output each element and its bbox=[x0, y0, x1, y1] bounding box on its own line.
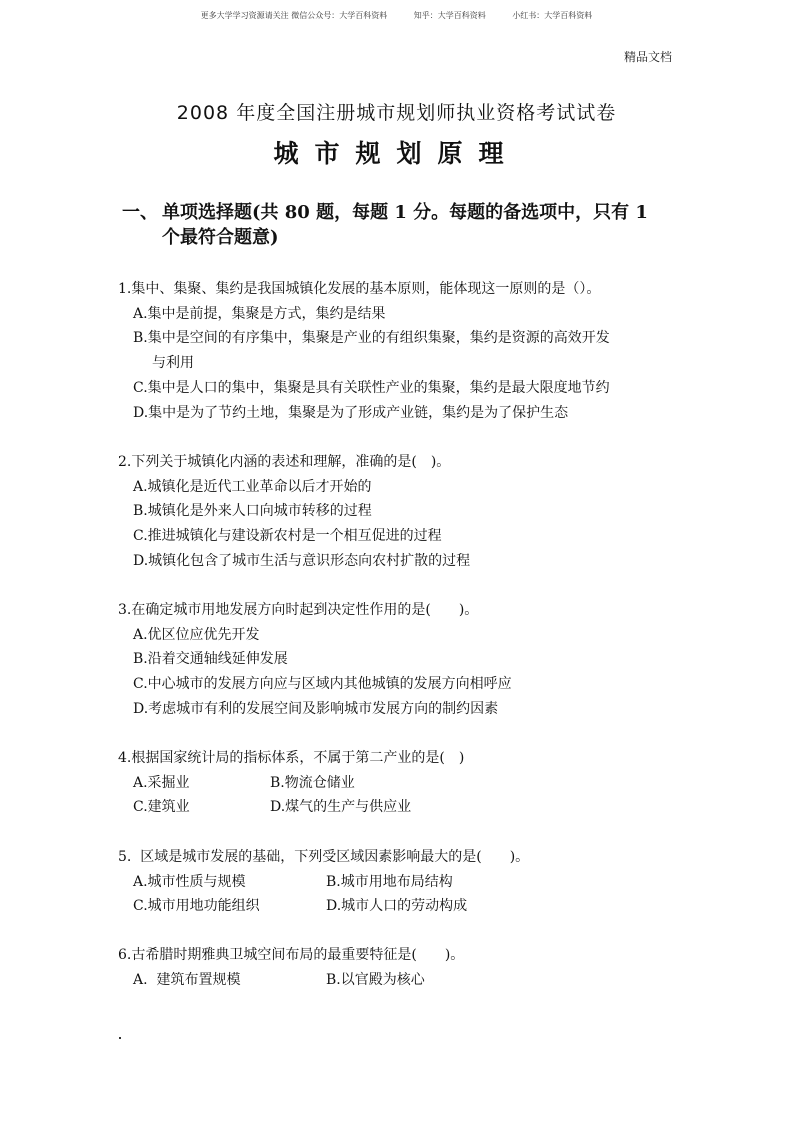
question-4 bbox=[118, 746, 688, 820]
section-number: 一、 bbox=[122, 202, 158, 223]
page-header-banner bbox=[0, 10, 793, 21]
option-b: B.城镇化是外来人口向城市转移的过程 bbox=[133, 503, 372, 520]
question-stem: 5. 区域是城市发展的基础，下列受区域因素影响最大的是( )。 bbox=[118, 849, 530, 865]
option-b: B.物流仓储业 bbox=[270, 774, 355, 791]
option-d: D.煤气的生产与供应业 bbox=[270, 799, 412, 816]
option-b: B.城市用地布局结构 bbox=[326, 873, 453, 890]
options-row-1 bbox=[118, 870, 688, 895]
option-d: D.城市人口的劳动构成 bbox=[326, 898, 468, 915]
subject-title: 城市规划原理 bbox=[273, 139, 520, 168]
option-c: C.中心城市的发展方向应与区域内其他城镇的发展方向相呼应 bbox=[133, 676, 512, 693]
header-wechat-text: 更多大学学习资源请关注 微信公众号：大学百科资料 bbox=[200, 11, 388, 20]
option-b: B.集中是空间的有序集中，集聚是产业的有组织集聚，集约是资源的高效开发 bbox=[133, 330, 610, 347]
option-a: A.城镇化是近代工业革命以后才开始的 bbox=[133, 478, 372, 495]
header-xiaohongshu-text: 小红书：大学百科资料 bbox=[512, 11, 593, 20]
question-6 bbox=[118, 943, 688, 992]
question-stem: 4.根据国家统计局的指标体系，不属于第二产业的是( ) bbox=[118, 750, 465, 766]
question-2 bbox=[118, 450, 688, 574]
option-c: C.建筑业 bbox=[133, 799, 190, 816]
option-b-continuation: 与利用 bbox=[152, 355, 194, 372]
question-stem: 1.集中、集聚、集约是我国城镇化发展的基本原则，能体现这一原则的是（）。 bbox=[118, 281, 601, 297]
option-b: B.以官殿为核心 bbox=[326, 971, 425, 988]
question-5 bbox=[118, 845, 688, 919]
options-row-2 bbox=[118, 894, 688, 919]
option-a: A.采掘业 bbox=[133, 774, 190, 791]
page-footer-dot bbox=[119, 1037, 121, 1039]
question-stem: 2.下列关于城镇化内涵的表述和理解，准确的是( )。 bbox=[118, 454, 451, 470]
option-d: D.城镇化包含了城市生活与意识形态向农村扩散的过程 bbox=[133, 552, 471, 569]
option-b: B.沿着交通轴线延伸发展 bbox=[133, 651, 288, 668]
option-a: A.优区位应优先开发 bbox=[133, 626, 260, 643]
options-row-1 bbox=[118, 771, 688, 796]
options-row-1 bbox=[118, 968, 688, 993]
question-1 bbox=[118, 277, 688, 425]
question-stem: 6.古希腊时期雅典卫城空间布局的最重要特征是( )。 bbox=[118, 947, 465, 963]
option-c: C.推进城镇化与建设新农村是一个相互促进的过程 bbox=[133, 528, 442, 545]
option-d: D.集中是为了节约土地，集聚是为了形成产业链，集约是为了保护生态 bbox=[133, 404, 569, 421]
section-heading-line1: 单项选择题(共 80 题，每题 1 分。每题的备选项中，只有 1 bbox=[162, 202, 648, 223]
option-c: C.集中是人口的集中，集聚是具有关联性产业的集聚，集约是最大限度地节约 bbox=[133, 379, 610, 396]
option-d: D.考虑城市有利的发展空间及影响城市发展方向的制约因素 bbox=[133, 700, 499, 717]
option-a: A.城市性质与规模 bbox=[133, 873, 246, 890]
header-zhihu-text: 知乎：大学百科资料 bbox=[413, 11, 486, 20]
section-heading-line2: 个最符合题意) bbox=[162, 227, 279, 248]
option-a: A. 建筑布置规模 bbox=[133, 971, 241, 988]
option-a: A.集中是前提，集聚是方式，集约是结果 bbox=[133, 305, 386, 322]
option-c: C.城市用地功能组织 bbox=[133, 898, 260, 915]
section-heading bbox=[122, 200, 682, 250]
quality-doc-stamp: 精品文档 bbox=[624, 50, 673, 64]
question-3 bbox=[118, 598, 688, 722]
options-row-2 bbox=[118, 795, 688, 820]
exam-title: 2008 年度全国注册城市规划师执业资格考试试卷 bbox=[176, 102, 617, 124]
question-stem: 3.在确定城市用地发展方向时起到决定性作用的是( )。 bbox=[118, 602, 479, 618]
